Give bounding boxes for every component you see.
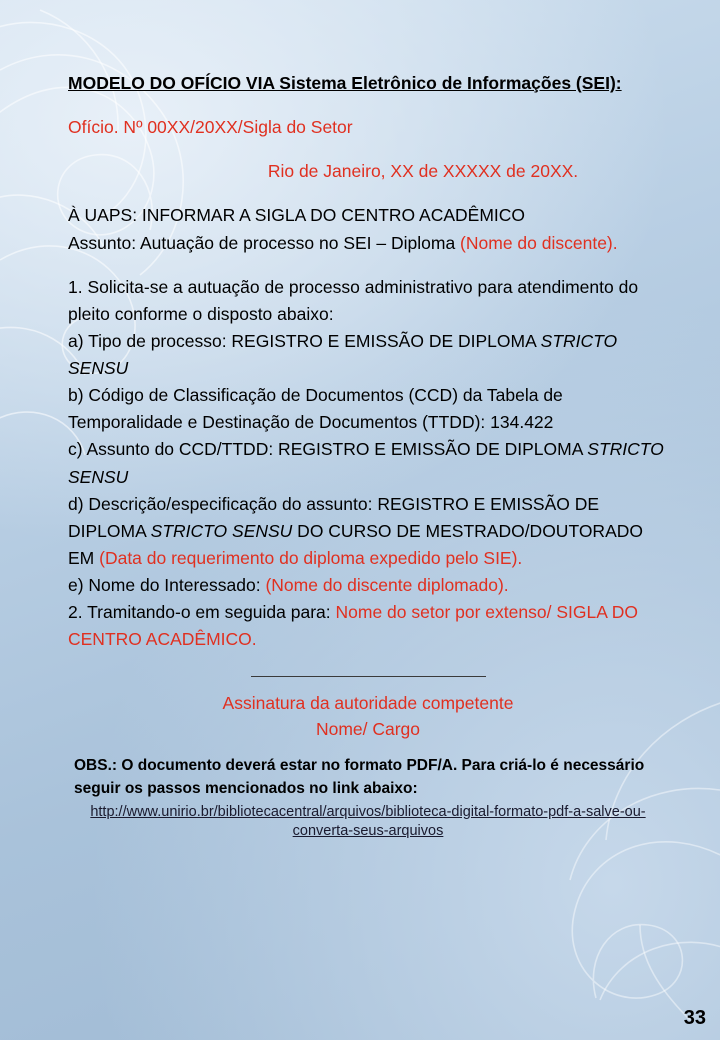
item-1-intro: 1. Solicita-se a autuação de processo administrativo para atendimento do pleito conforme o disposto abaixo:	[68, 276, 639, 324]
item-d-text: d) Descrição/especificação do assunto: REGISTRO E EMISSÃO DE DIPLOMA	[68, 493, 600, 541]
item-d-italic: STRICTO SENSU	[150, 520, 293, 541]
item-d	[68, 491, 668, 572]
signature-rule	[68, 663, 668, 689]
item-b: b) Código de Classificação de Documentos (CCD) da Tabela de Temporalidade e Destinação de Documentos (TTDD): 134.422	[68, 385, 563, 433]
item-d-placeholder: (Data do requerimento do diploma expedido pelo SIE).	[99, 547, 523, 568]
signature-line-2: Nome/ Cargo	[315, 718, 421, 739]
recipient-line: À UAPS: INFORMAR A SIGLA DO CENTRO ACADÊMICO	[68, 205, 526, 226]
item-c	[68, 436, 668, 490]
item-c-text: c) Assunto do CCD/TTDD: REGISTRO E EMISSÃO DE DIPLOMA	[68, 439, 588, 460]
item-d-mid: DO CURSO DE MESTRADO/DOUTORADO EM	[68, 520, 643, 568]
item-e	[68, 572, 668, 599]
subject-line	[68, 230, 668, 257]
item-a-italic: STRICTO SENSU	[68, 330, 618, 378]
signature-line-1: Assinatura da autoridade competente	[222, 692, 514, 713]
oficio-text-block	[68, 70, 668, 842]
item-e-text: e) Nome do Interessado:	[68, 575, 266, 595]
item-e-placeholder: (Nome do discente diplomado).	[265, 575, 509, 595]
signature-block	[68, 663, 668, 742]
item-2	[68, 599, 668, 653]
page-title: MODELO DO OFÍCIO VIA Sistema Eletrônico de Informações (SEI):	[68, 73, 622, 93]
obs-note: OBS.: O documento deverá estar no formato PDF/A. Para criá-lo é necessário seguir os passos mencionados no link abaixo:	[74, 757, 645, 798]
reference-link[interactable]: http://www.unirio.br/bibliotecacentral/arquivos/biblioteca-digital-formato-pdf-a-salve-ou-converta-seus-arquivos	[90, 803, 646, 840]
city-date-line: Rio de Janeiro, XX de XXXXX de 20XX.	[267, 161, 579, 182]
item-2-placeholder: Nome do setor por extenso/ SIGLA DO CENTRO ACADÊMICO.	[68, 602, 639, 650]
oficio-number-line: Ofício. Nº 00XX/20XX/Sigla do Setor	[68, 117, 353, 138]
subject-label: Assunto: Autuação de processo no SEI – Diploma	[68, 232, 461, 253]
item-a	[68, 328, 668, 382]
item-c-italic: STRICTO SENSU	[68, 439, 664, 487]
item-a-text: a) Tipo de processo: REGISTRO E EMISSÃO DE DIPLOMA	[68, 330, 541, 351]
item-2-text: 2. Tramitando-o em seguida para:	[68, 602, 336, 623]
page-number: 33	[683, 1007, 706, 1029]
subject-placeholder: (Nome do discente).	[460, 232, 618, 253]
